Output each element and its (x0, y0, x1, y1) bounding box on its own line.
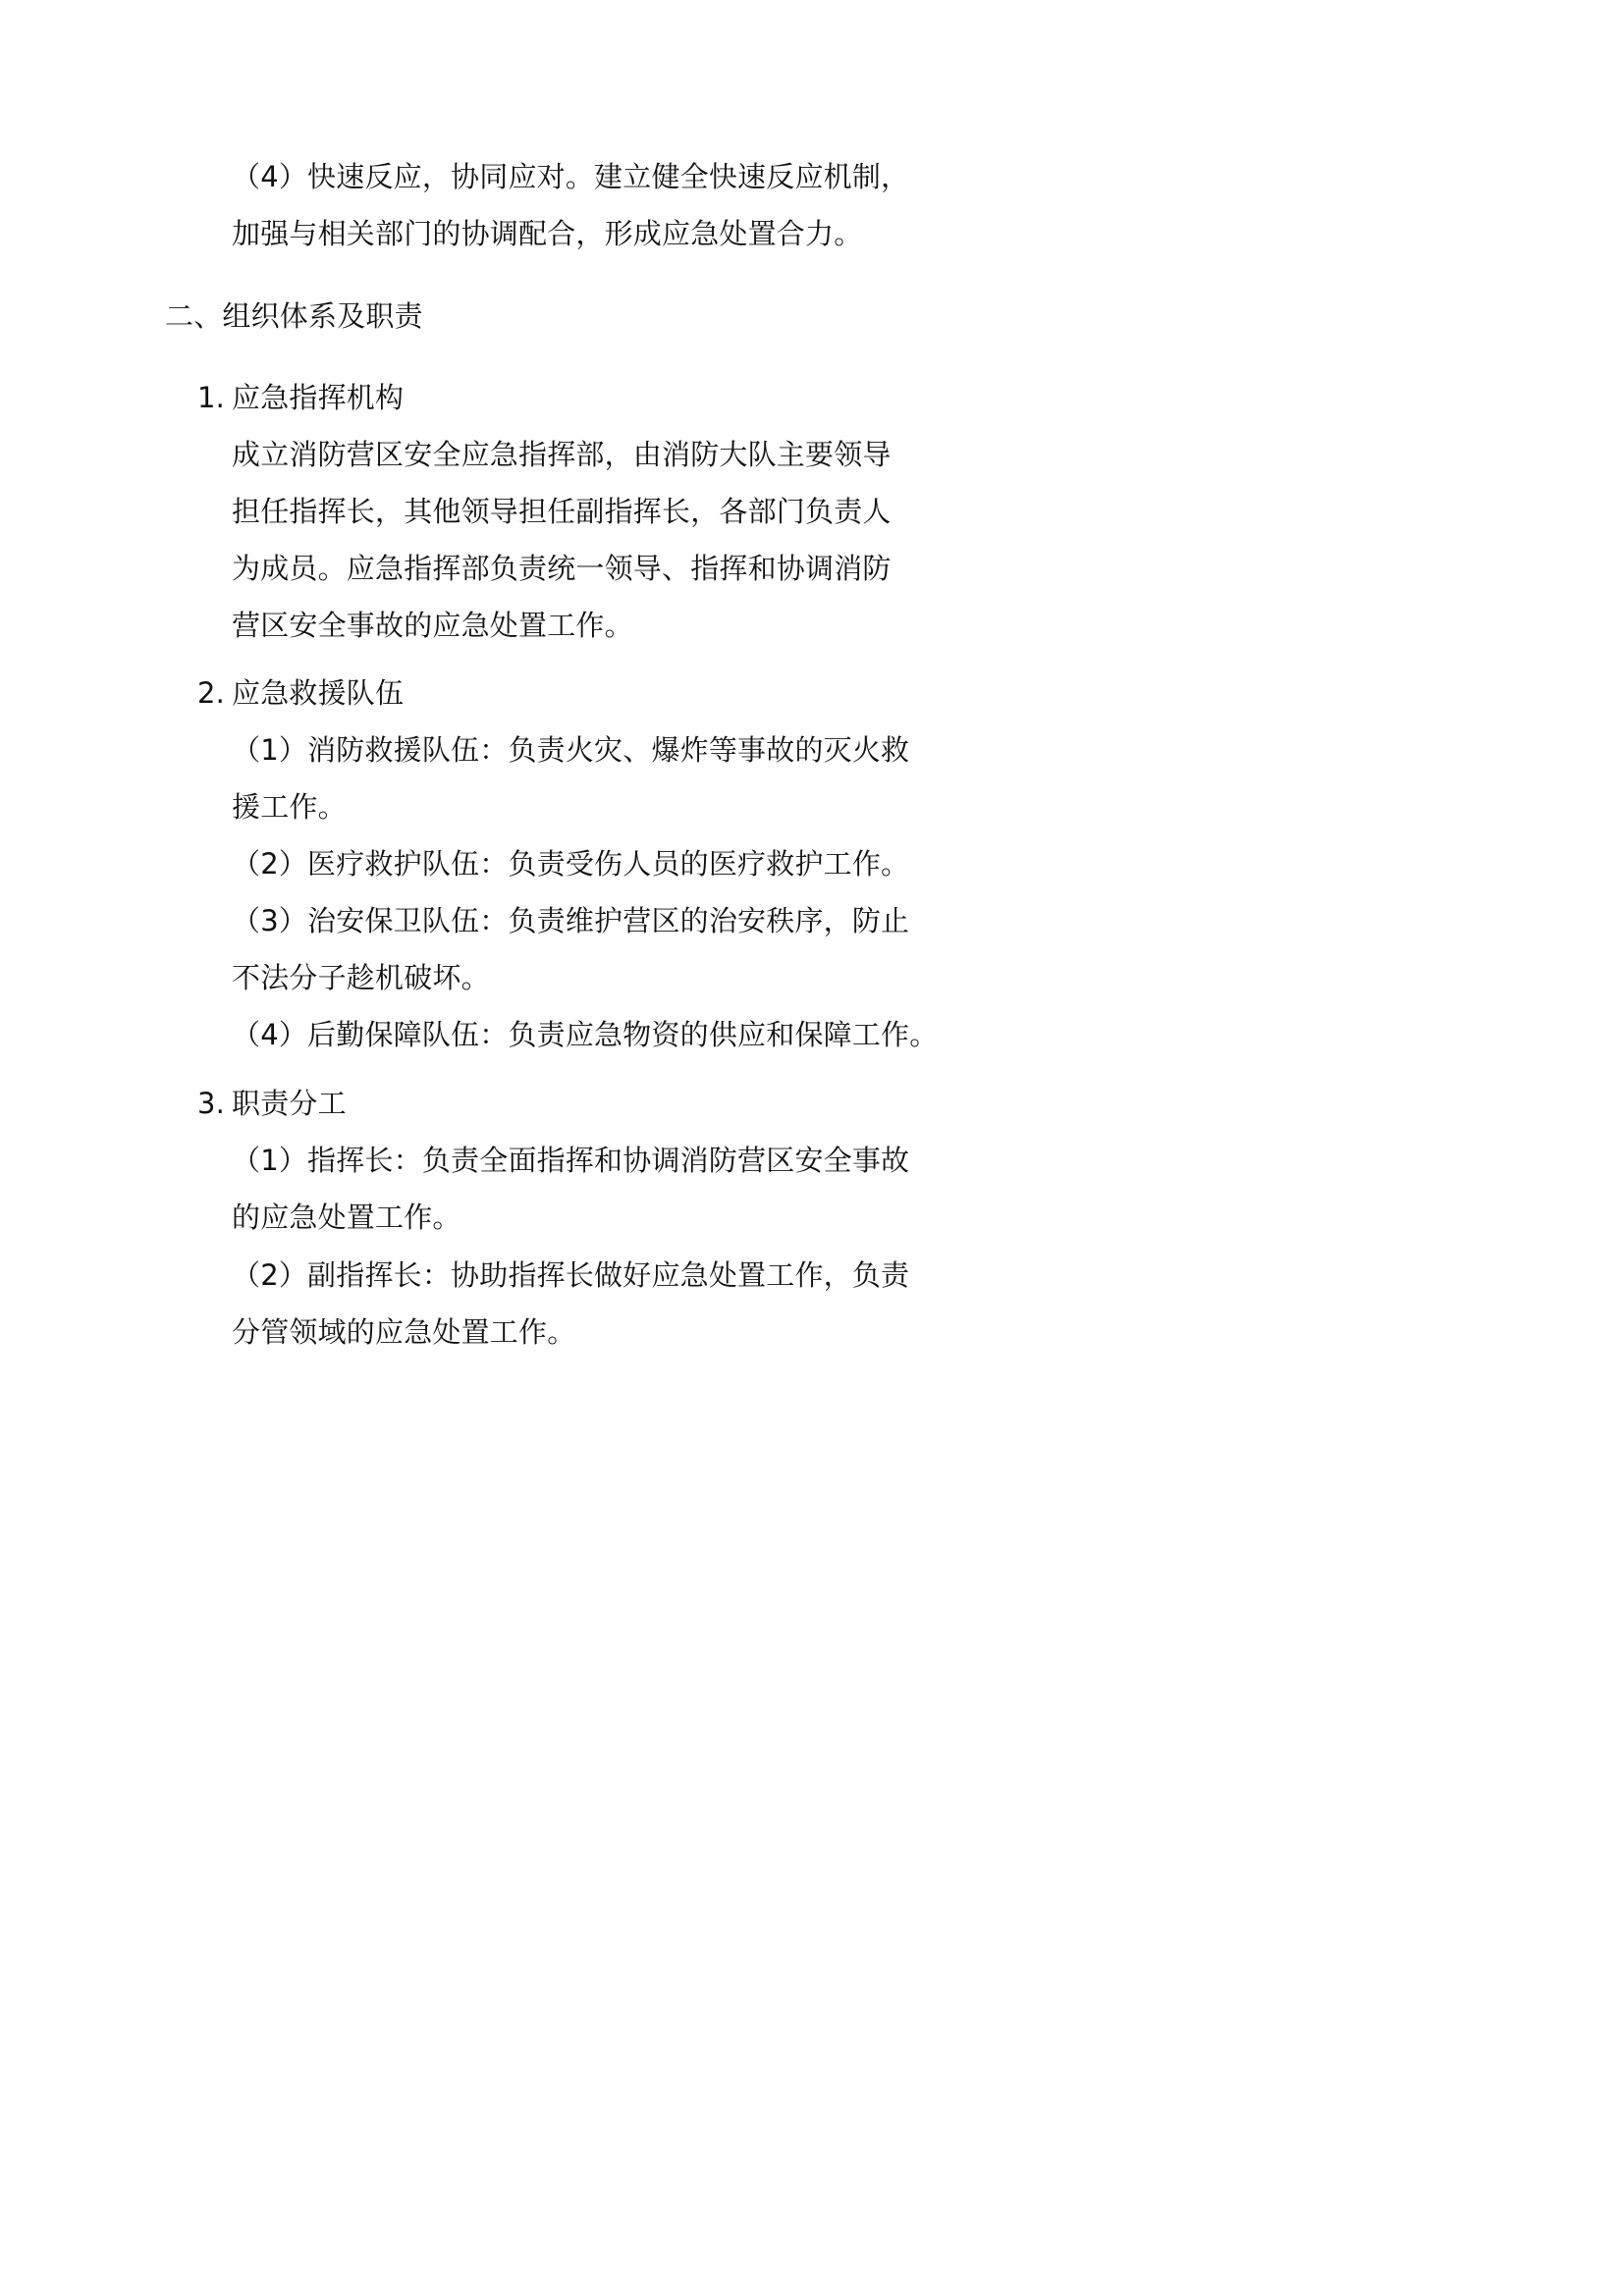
item-title: 职责分工 (232, 1087, 347, 1120)
item-number: 3. (197, 1087, 226, 1120)
item-title: 应急指挥机构 (232, 381, 405, 414)
paragraph-line: 的应急处置工作。 (232, 1201, 461, 1234)
paragraph-line: 加强与相关部门的协调配合，形成应急处置合力。 (232, 217, 863, 250)
paragraph-line: （2）副指挥长：协助指挥长做好应急处置工作，负责 (232, 1258, 910, 1292)
paragraph-line: （4）后勤保障队伍：负责应急物资的供应和保障工作。 (232, 1018, 939, 1051)
item-number: 2. (197, 676, 226, 710)
item-number: 1. (197, 381, 226, 414)
paragraph-line: （1）消防救援队伍：负责火灾、爆炸等事故的灭火救 (232, 733, 910, 767)
paragraph-line: （3）治安保卫队伍：负责维护营区的治安秩序，防止 (232, 904, 910, 937)
paragraph-line: 营区安全事故的应急处置工作。 (232, 609, 633, 642)
item-title: 应急救援队伍 (232, 676, 405, 710)
paragraph-line: 担任指挥长，其他领导担任副指挥长，各部门负责人 (232, 495, 892, 528)
paragraph-line: 成立消防营区安全应急指挥部，由消防大队主要领导 (232, 438, 892, 471)
paragraph-line: 不法分子趁机破坏。 (232, 961, 490, 994)
document-page (0, 0, 1080, 1527)
paragraph-line: （4）快速反应，协同应对。建立健全快速反应机制， (232, 160, 910, 193)
paragraph-line: 援工作。 (232, 790, 347, 824)
paragraph-line: （2）医疗救护队伍：负责受伤人员的医疗救护工作。 (232, 847, 910, 881)
paragraph-line: （1）指挥长：负责全面指挥和协调消防营区安全事故 (232, 1144, 910, 1177)
paragraph-line: 为成员。应急指挥部负责统一领导、指挥和协调消防 (232, 552, 892, 585)
paragraph-line: 分管领域的应急处置工作。 (232, 1315, 576, 1349)
section-heading: 二、组织体系及职责 (165, 299, 423, 333)
